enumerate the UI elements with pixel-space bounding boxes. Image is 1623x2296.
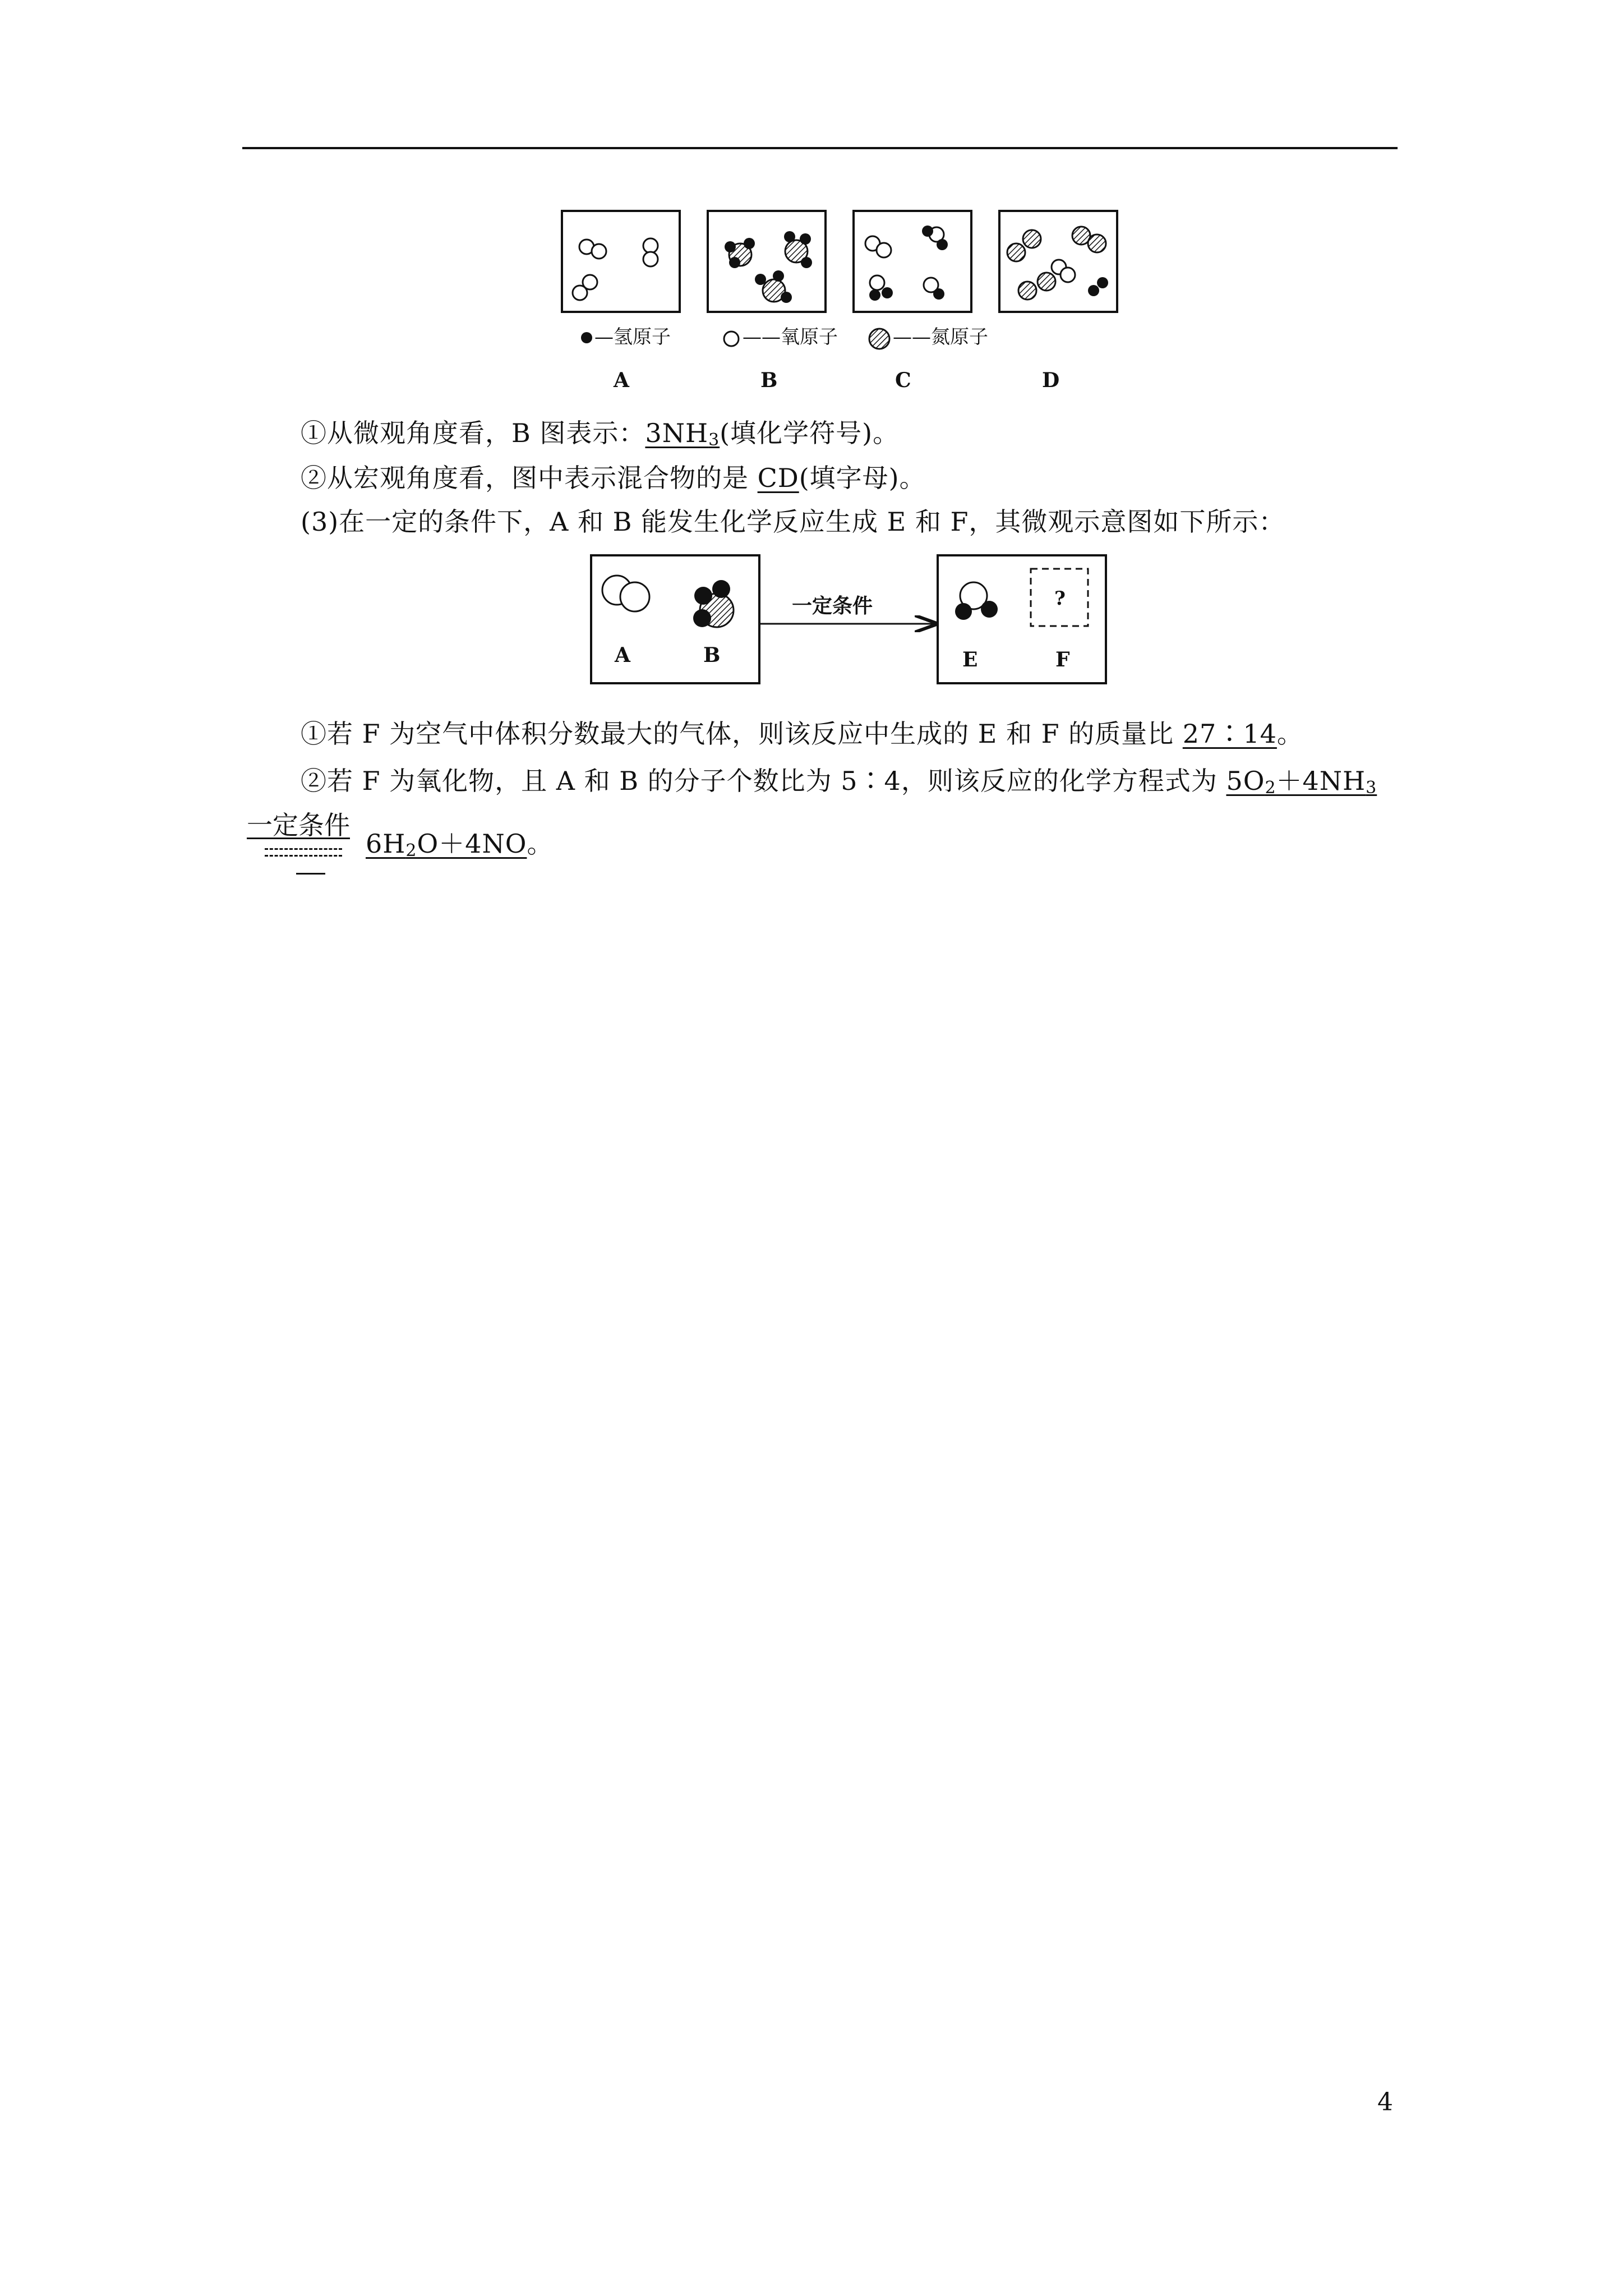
products-box [938, 555, 1106, 683]
reactants-box [591, 555, 759, 683]
q3-line-2-answer: $5O_2+4NH_3$ [1226, 766, 1377, 798]
particle-diagram [555, 208, 1133, 398]
legend-oxygen: ——氧原子 [743, 326, 838, 348]
q2-line-1-text: ①从微观角度看，B 图表示： [301, 418, 645, 448]
q3-line-3 [366, 827, 553, 868]
q3-line-3-answer: $6H_2O+4NO$ [366, 829, 527, 861]
q2-line-2-answer: CD [757, 463, 799, 493]
box-a [562, 211, 680, 312]
unknown-product: ? [1054, 587, 1066, 610]
box-c [854, 211, 971, 312]
legend-nitrogen: ——氮原子 [893, 326, 988, 348]
q3-intro: (3)在一定的条件下，A 和 B 能发生化学反应生成 E 和 F，其微观示意图如下所示： [301, 507, 1285, 537]
box-label-d: D [1042, 369, 1060, 392]
box-d [999, 211, 1117, 312]
q2-line-2-text: ②从宏观角度看，图中表示混合物的是 [301, 463, 758, 493]
product-label-e: E [962, 648, 978, 671]
q2-line-2 [301, 461, 926, 495]
reactant-label-b: B [703, 643, 721, 667]
hydrogen-atom-icon [581, 332, 592, 343]
reaction-arrow [759, 594, 937, 624]
q3-line-2-text: ②若 F 为氧化物，且 A 和 B 的分子个数比为 5∶4，则该反应的化学方程式为 [301, 766, 1227, 796]
header-rule [242, 147, 1398, 149]
legend-hydrogen: —氢原子 [594, 326, 671, 348]
legend [581, 326, 988, 349]
oxygen-atom-icon [724, 332, 739, 346]
q3-line-1-text: ①若 F 为空气中体积分数最大的气体，则该反应中生成的 E 和 F 的质量比 [301, 719, 1183, 749]
equation-equals-sign-base [296, 873, 325, 875]
equation-equals-sign-lower [265, 855, 342, 857]
q2-line-1-tail: (填化学符号)。 [720, 418, 900, 448]
box-label-a: A [614, 369, 629, 392]
page-number: 4 [1377, 2088, 1393, 2116]
q3-line-2 [301, 764, 1377, 805]
equation-equals-sign [265, 848, 342, 850]
q3-line-1-answer: 27∶14 [1182, 719, 1277, 749]
q2-line-1-answer: $3NH_3$ [645, 418, 720, 450]
box-b [708, 211, 826, 312]
box-label-b: B [760, 369, 778, 392]
nitrogen-atom-icon [869, 329, 889, 349]
product-label-f: F [1055, 648, 1070, 671]
q2-line-2-tail: (填字母)。 [799, 463, 926, 493]
q3-line-3-tail: 。 [527, 829, 554, 859]
box-label-c: C [895, 369, 911, 392]
equation-condition: 一定条件 [247, 810, 350, 840]
q3-line-1 [301, 717, 1303, 751]
reactant-label-a: A [615, 643, 630, 667]
reaction-diagram [583, 550, 1122, 696]
q3-line-1-tail: 。 [1276, 719, 1303, 749]
reaction-condition: 一定条件 [792, 594, 873, 618]
q2-line-1 [301, 416, 899, 457]
